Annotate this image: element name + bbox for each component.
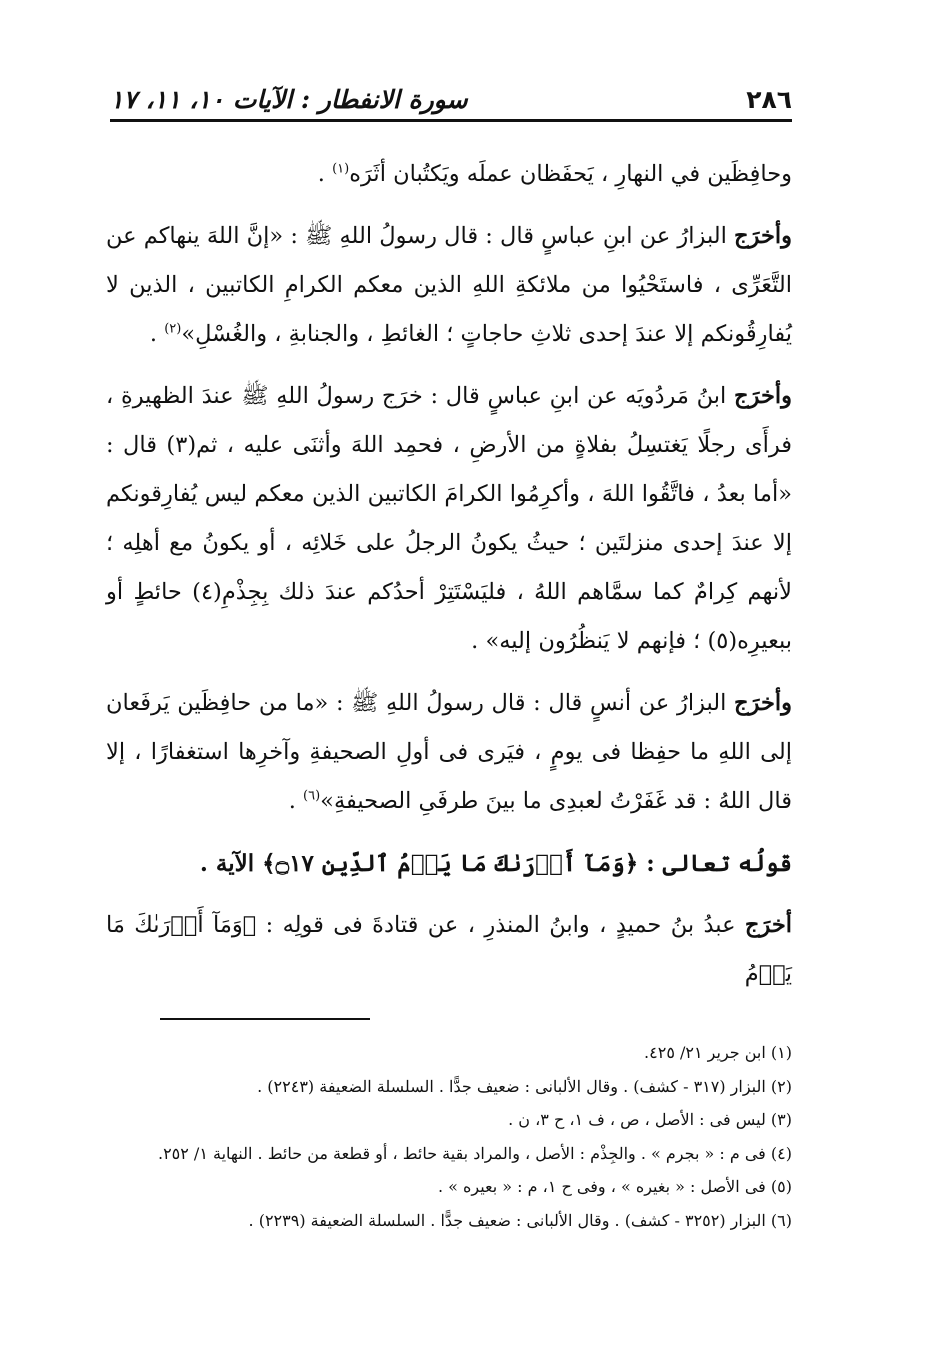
paragraph-3 [106,372,792,666]
paragraph-lead: أخرَج [744,912,792,938]
paragraph-lead: قولُه تعالى : [638,850,792,877]
paragraph-lead: وأخرَج [734,383,792,409]
paragraph-end: . [288,788,304,814]
page-header [110,74,792,114]
paragraph-text: ﴿وَمَآ أَدۡرَىٰكَ مَا يَوۡمُ ٱلدِّينِ ۝١٧﴾ الآية [215,850,639,877]
paragraph-end: . [317,161,333,187]
running-title: سورة الانفطار : الآيات ١٠، ١١، ١٧ [110,85,468,114]
paragraph-2 [106,212,792,359]
paragraph-1 [106,150,792,199]
footnote-1: (١) ابن جرير ٢١/ ٤٢٥. [644,1043,792,1062]
paragraph-end: . [199,850,216,877]
paragraph-text: عبدُ بنُ حميدٍ ، وابنُ المنذرِ ، عن قتادةَ فى قولِه : ﴿وَمَآ أَدۡرَىٰكَ مَا يَوۡمُ [106,912,792,987]
footnote-ref: (١) [332,161,350,177]
verse-heading [106,839,792,888]
paragraph-text: ابنُ مَردُويَه عن ابنِ عباسٍ قال : خرَج رسولُ اللهِ ﷺ عندَ الظهيرةِ ، فرأَى رجلًا يَغتسِلُ بفلاةٍ من الأرضِ ، فحمِد اللهَ وأثنَى عليه ، ثم(٣) قال : «أما بعدُ ، فاتَّقُوا اللهَ ، وأكرِمُوا الكرامَ الكاتبين الذين معكم ليس يُفارِقونكم إلا عندَ إحدى منزلتَين ؛ حيثُ يكونُ الرجلُ على خَلائِه ، أو يكونُ مع أهلِه ؛ لأنهم كِرامٌ كما سمَّاهم اللهُ ، فليَسْتَتِرْ أحدُكم عندَ ذلك بِجِذْمِ(٤) حائطٍ أو ببعيرِه(٥) ؛ فإنهم لا يَنظُرُون إليه» [106,383,793,654]
paragraph-lead: وأخرَج [734,223,792,249]
footnote-ref: (٦) [303,788,321,804]
footnotes [100,1036,792,1237]
paragraph-4 [106,679,792,826]
footnote-4: (٤) فى م : « بجرم » . والجِذْم : الأصل ، والمراد بقية حائط ، أو قطعة من حائط . النهاية ١/ ٢٥٢. [157,1143,792,1163]
header-rule [110,119,792,122]
paragraph-6 [106,901,792,999]
footnote-ref: (٢) [164,321,182,337]
footnote-3: (٣) ليس فى : الأصل ، ص ، ف ١، ح ٣، ن . [508,1110,792,1129]
page-number: ٢٨٦ [746,85,792,114]
paragraph-text: وحافِظَين في النهارِ ، يَحفَظان عملَه ويَكتُبان أثَرَه [349,161,792,187]
paragraph-text: البزارُ عن أنسٍ قال : قال رسولُ اللهِ ﷺ : «ما من حافِظَين يَرفَعان إلى اللهِ ما حفِظا فى يومٍ ، فيَرى فى أولِ الصحيفةِ وآخرِها استغفارًا ، إلا قال اللهُ : قد غَفَرْتُ لعبدِى ما بينَ طرفَىِ الصحيفةِ» [106,690,792,814]
paragraph-end: . [471,628,486,654]
paragraph-text: البزارُ عن ابنِ عباسٍ قال : قال رسولُ اللهِ ﷺ : «إنَّ اللهَ ينهاكم عن التَّعَرِّى ، فاستَحْيُوا من ملائكةِ اللهِ الذين معكم الكرامِ الكاتبين ، الذين لا يُفارِقُونكم إلا عندَ إحدى ثلاثِ حاجاتٍ ؛ الغائطِ ، والجنابةِ ، والغُسْلِ» [106,223,792,347]
footnote-2: (٢) البزار (٣١٧ - كشف) . وقال الألبانى : ضعيف جدًّا . السلسلة الضعيفة (٢٢٤٣) . [257,1076,792,1096]
main-text [106,150,792,1012]
paragraph-lead: وأخرَج [734,690,792,716]
footnote-rule [160,1018,370,1020]
paragraph-end: . [149,321,165,347]
footnote-5: (٥) فى الأصل : « بغيره » ، وفى ح ١، م : « بعيره » . [437,1177,792,1196]
footnote-6: (٦) البزار (٣٢٥٢ - كشف) . وقال الألبانى : ضعيف جدًّا . السلسلة الضعيفة (٢٢٣٩) . [248,1210,792,1230]
